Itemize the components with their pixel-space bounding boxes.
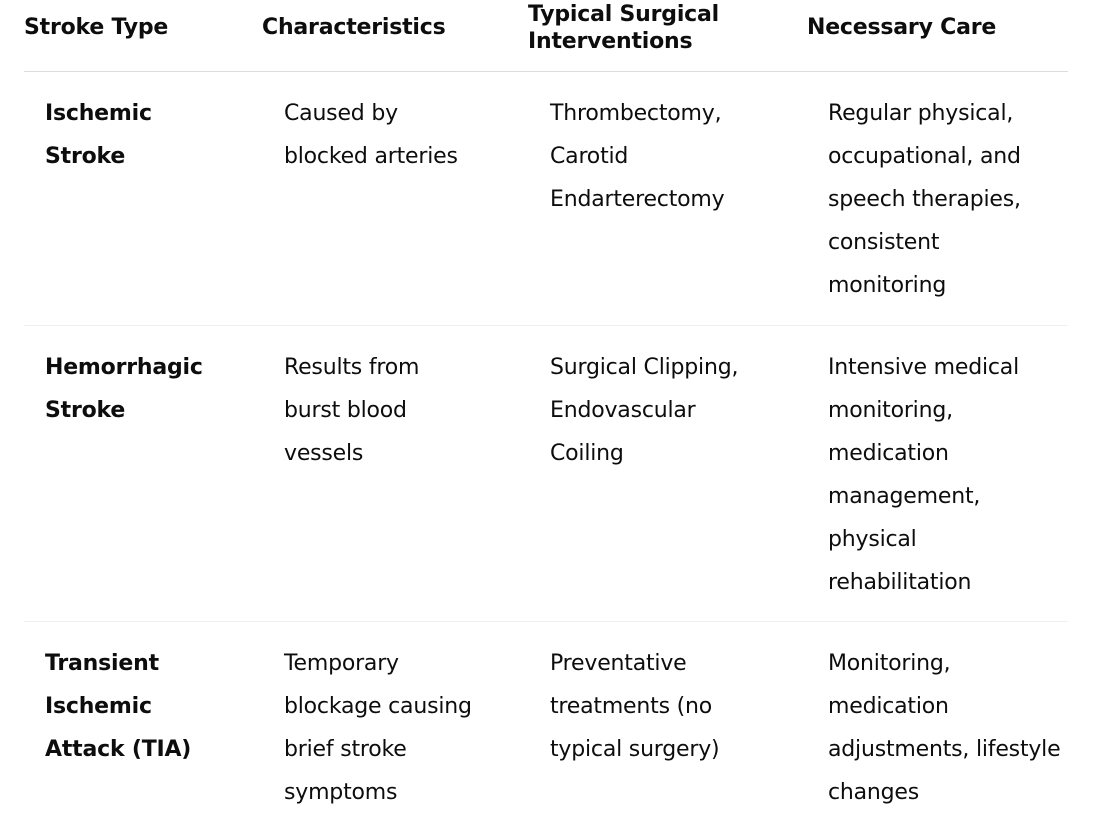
cell-characteristics <box>284 642 524 814</box>
cell-line: burst blood <box>284 398 407 423</box>
header-care <box>807 14 996 42</box>
cell-line: physical <box>828 527 917 552</box>
cell-interventions <box>550 346 800 475</box>
cell-line: Endarterectomy <box>550 187 725 212</box>
cell-stroke-type <box>45 92 245 178</box>
cell-line: adjustments, lifestyle <box>828 737 1061 762</box>
cell-line: management, <box>828 484 981 509</box>
cell-line: symptoms <box>284 780 398 805</box>
cell-line: Results from <box>284 355 420 380</box>
cell-stroke-type <box>45 642 245 771</box>
cell-stroke-type <box>45 346 245 432</box>
cell-line: consistent <box>828 230 940 255</box>
cell-line: monitoring, <box>828 398 953 423</box>
cell-line: Caused by <box>284 101 398 126</box>
cell-line: changes <box>828 780 920 805</box>
stroke-table <box>24 0 1068 827</box>
cell-line: Coiling <box>550 441 624 466</box>
table-row <box>24 326 1068 622</box>
cell-characteristics <box>284 346 524 475</box>
cell-line: brief stroke <box>284 737 407 762</box>
cell-line: medication <box>828 694 949 719</box>
cell-line: Ischemic <box>45 694 152 719</box>
cell-line: occupational, and <box>828 144 1021 169</box>
header-interventions <box>528 1 719 55</box>
cell-line: typical surgery) <box>550 737 720 762</box>
cell-line: vessels <box>284 441 364 466</box>
cell-line: Stroke <box>45 144 126 169</box>
cell-line: treatments (no <box>550 694 713 719</box>
cell-line: Stroke <box>45 398 126 423</box>
cell-line: Endovascular <box>550 398 696 423</box>
cell-line: Attack (TIA) <box>45 737 192 762</box>
cell-line: Ischemic <box>45 101 152 126</box>
cell-line: Carotid <box>550 144 629 169</box>
table-row <box>24 72 1068 326</box>
cell-line: Thrombectomy, <box>550 101 722 126</box>
cell-line: Monitoring, <box>828 651 951 676</box>
cell-characteristics <box>284 92 524 178</box>
cell-line: Preventative <box>550 651 687 676</box>
cell-interventions <box>550 642 800 771</box>
cell-line: blockage causing <box>284 694 472 719</box>
cell-care <box>828 642 1073 814</box>
cell-interventions <box>550 92 800 221</box>
cell-line: Regular physical, <box>828 101 1014 126</box>
cell-line: rehabilitation <box>828 570 972 595</box>
cell-line: Hemorrhagic <box>45 355 203 380</box>
cell-line: medication <box>828 441 949 466</box>
cell-line: blocked arteries <box>284 144 458 169</box>
header-line: Characteristics <box>262 15 446 40</box>
cell-line: monitoring <box>828 273 947 298</box>
cell-line: Transient <box>45 651 159 676</box>
table-row <box>24 622 1068 827</box>
header-line: Interventions <box>528 29 693 54</box>
header-stroke-type <box>24 14 168 42</box>
cell-line: speech therapies, <box>828 187 1021 212</box>
cell-line: Surgical Clipping, <box>550 355 739 380</box>
cell-care <box>828 92 1073 307</box>
header-line: Necessary Care <box>807 15 997 40</box>
header-line: Stroke Type <box>24 15 169 40</box>
cell-line: Intensive medical <box>828 355 1019 380</box>
table-header <box>24 0 1068 72</box>
header-line: Typical Surgical <box>528 2 719 27</box>
header-characteristics <box>262 14 446 42</box>
cell-care <box>828 346 1073 604</box>
cell-line: Temporary <box>284 651 399 676</box>
